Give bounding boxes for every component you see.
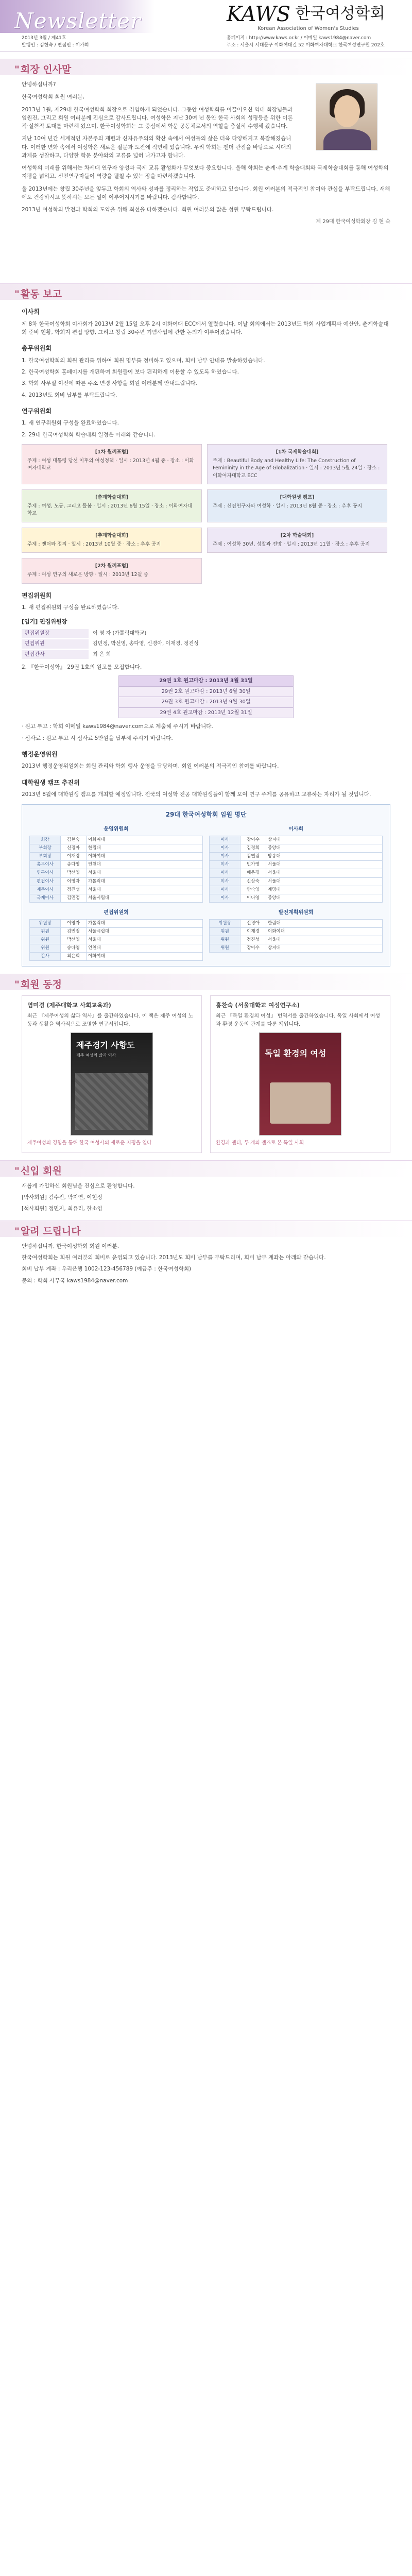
member-name: 염미경 (제주대학교 사회교육과) [27,1002,111,1009]
book-quote: 환경과 젠더, 두 개의 렌즈로 본 독일 사회 [216,1140,304,1146]
table-row [210,844,383,852]
table-row [30,894,203,902]
table-cell: 이화여대 [87,853,203,861]
list-item: 1. 새 편집위원회 구성을 완료하였습니다. [22,604,119,611]
table-cell: 김엘림 [241,853,266,861]
president-photo-wrap [303,83,390,150]
contact-info [227,35,385,49]
table-cell: 이사 [210,877,241,886]
event-panel: [대학원생 캠프] 주제 : 신진연구자와 여성학 · 일시 : 2013년 8월 중 · 장소 : 추후 공지 [207,489,387,522]
table-cell: 가톨릭대 [87,877,203,886]
table-row [30,919,203,927]
table-cell: 서울대 [87,886,203,894]
book-cover [259,1032,341,1136]
table-row [210,894,383,902]
table-row [210,886,383,894]
table-cell: 중앙대 [266,844,383,852]
greeting-block [0,80,412,276]
table-row [30,853,203,861]
table-cell: 서울대 [266,877,383,886]
table-cell: 계명대 [266,886,383,894]
table-row [210,861,383,869]
table-cell: 박선영 [61,869,87,877]
table-cell: 위원 [210,927,241,936]
section-title: " 알려 드립니다 [14,1224,81,1239]
table-cell: 이화여대 [87,953,203,961]
table-row [30,861,203,869]
table-cell: 부회장 [30,853,61,861]
list-item: 1. 한국여성학회의 회원 관리를 위하여 회원 명부를 정비하고 있으며, 회비 납부 안내를 발송하였습니다. [22,357,265,364]
table-cell: 서울시립대 [87,927,203,936]
event-panel: [2차 학술대회] 주제 : 여성학 30년, 성찰과 전망 · 일시 : 2013년 11월 · 장소 : 추후 공지 [207,528,387,553]
contact-homepage[interactable]: 홈페이지 : http://www.kaws.or.kr / 이메일 kaws1984@naver.com [227,36,371,41]
org-name-ko: 한국여성학회 [295,5,385,23]
table-cell: 이영자 [61,919,87,927]
table-cell: 신경아 [61,844,87,852]
president-signature: 제 29대 한국여성학회장 김 현 숙 [316,219,390,225]
table-cell: 김현숙 [61,836,87,844]
table-cell: 상지대 [266,836,383,844]
book-subtitle: 제주 여성의 삶과 역사 [76,1053,116,1058]
board-col-head: 운영위원회 [104,826,129,833]
table-cell: 강이수 [241,836,266,844]
section-title: " 신입 회원 [14,1164,62,1179]
editorial-row: 편집위원 김민정, 박선영, 송다영, 신경아, 이재경, 정진성 [22,639,390,649]
event-panels [22,444,390,584]
editorial-row: 편집위원장 이 영 자 (가톨릭대학교) [22,629,390,638]
table-cell: 상지대 [266,944,383,953]
schedule-cell: 29권 2호 원고마감 : 2013년 6월 30일 [119,686,294,697]
newmembers-block [0,1182,412,1213]
table-cell: 총무이사 [30,861,61,869]
officer-board [22,804,390,967]
section-notice [0,1221,412,1237]
table-row [30,886,203,894]
newsletter-header [0,0,412,52]
table-cell: 강이수 [241,944,266,953]
board-col-head: 편집위원회 [104,910,129,916]
table-cell: 중앙대 [266,894,383,902]
table-cell: 최은희 [61,953,87,961]
board-table [209,836,383,903]
greeting-p3: 2013년 1월, 제29대 한국여성학회 회장으로 취임하게 되었습니다. 그동안 여성학회를 이끌어오신 역대 회장님들과 임원진, 그리고 회원 여러분께 진심으로 감사드립니다. 여성학은 지난 30여 년 동안 한국 사회의 성평등을 위한 이론적·실천적 토대를 마련해 왔으며, 한국여성학회는 그 중심에서 학문 공동체로서의 역할을 충실히 수행해 왔습니다. [22,106,293,130]
schedule-cell: 29권 3호 원고마감 : 2013년 9월 30일 [119,697,294,708]
notice-contact[interactable]: 문의 : 학회 사무국 kaws1984@naver.com [22,1277,128,1284]
table-row [210,927,383,936]
table-row [30,936,203,944]
notice-text: 안녕하십니까, 한국여성학회 회원 여러분. [22,1243,119,1249]
list-item: 2. 『한국여성학』 29권 1호의 원고를 모집합니다. [22,664,142,671]
book-quote: 제주여성의 경험을 통해 한국 여성사의 새로운 지평을 열다 [27,1140,152,1146]
table-cell: 인천대 [87,861,203,869]
table-cell: 서울대 [87,936,203,944]
table-cell: 이사 [210,894,241,902]
section-title: " 회장 인사말 [14,62,71,77]
table-cell: 이화여대 [87,836,203,844]
event-panel: [1차 월례포럼] 주제 : 여성 대통령 당선 이후의 여성정책 · 일시 : 2013년 4월 중 · 장소 : 이화여자대학교 [22,444,202,484]
table-cell: 한림대 [87,844,203,852]
table-cell: 위원 [30,927,61,936]
subsection-camp: 대학원생 캠프 추진위 [22,778,80,786]
member-desc: 최근 『독일 환경의 여성』 번역서를 출간하였습니다. 독일 사회에서 여성과 환경 운동의 관계를 다룬 책입니다. [216,1013,381,1027]
notice-text: 한국여성학회는 회원 여러분의 회비로 운영되고 있습니다. 2013년도 회비 납부를 부탁드리며, 회비 납부 계좌는 아래와 같습니다. [22,1255,326,1261]
president-photo [316,83,377,150]
table-cell: 간사 [30,953,61,961]
board-table [29,919,203,961]
list-item: · 심사료 : 원고 투고 시 심사료 5만원을 납부해 주시기 바랍니다. [22,735,173,741]
table-cell: 회장 [30,836,61,844]
table-row [30,869,203,877]
table-cell: 위원 [210,936,241,944]
book-cover [71,1032,153,1136]
list-item: 3. 학회 사무실 이전에 따른 주소 변경 사항을 회원 여러분께 안내드립니다. [22,380,197,387]
table-row [210,877,383,886]
kaws-logo-text: KAWS [227,3,291,26]
table-cell: 이사 [210,853,241,861]
section-title: " 활동 보고 [14,287,62,302]
board-table [209,919,383,953]
list-item: 1. 새 연구위원회 구성을 완료하였습니다. [22,420,119,427]
notice-block [0,1242,412,1285]
table-cell: 이화여대 [266,927,383,936]
table-cell: 이재경 [61,853,87,861]
contact-address: 주소 : 서울시 서대문구 이화여대길 52 이화여자대학교 한국여성연구원 202호 [227,42,385,48]
greeting-p6: 올 2013년에는 창립 30주년을 앞두고 학회의 역사와 성과를 정리하는 작업도 준비하고 있습니다. 회원 여러분의 적극적인 참여와 관심을 부탁드립니다. 새해에도 건강하시고 뜻하시는 모든 일이 이루어지시기를 바랍니다. 감사합니다. [22,185,390,200]
table-cell: 배은경 [241,869,266,877]
table-cell: 재무이사 [30,886,61,894]
board-title: 29대 한국여성학회 임원 명단 [165,810,247,818]
table-cell: 이사 [210,869,241,877]
table-cell: 정진성 [61,886,87,894]
section-greeting [0,59,412,75]
notice-account: 회비 납부 계좌 : 우리은행 1002-123-456789 (예금주 : 한국여성학회) [22,1266,192,1273]
subsection-admin: 행정운영위원 [22,750,58,758]
greeting-p7: 2013년 여성학의 발전과 학회의 도약을 위해 최선을 다하겠습니다. 회원 여러분의 많은 성원 부탁드립니다. [22,207,274,213]
list-item: 4. 2013년도 회비 납부를 부탁드립니다. [22,392,117,398]
table-cell: 박선영 [61,936,87,944]
event-panel: [1차 국제학술대회] 주제 : Beautiful Body and Healthy Life: The Construction of Femininity in the Age of Globalization · 일시 : 2013년 5월 24일 · 장소 : 이화여자대학교 ECC [207,444,387,484]
table-cell: 이사 [210,886,241,894]
table-cell: 이사 [210,836,241,844]
table-row [210,919,383,927]
submission-schedule [118,675,294,718]
list-item: · 원고 투고 : 학회 이메일 kaws1984@naver.com으로 제출해 주시기 바랍니다. [22,723,213,730]
table-cell: 서울대 [87,869,203,877]
editorial-row: 편집간사 최 은 희 [22,650,390,659]
table-row [210,869,383,877]
table-cell: 위원 [30,944,61,953]
subsection-research: 연구위원회 [22,407,52,415]
org-name-en: Korean Association of Women's Studies [258,26,359,31]
table-cell: 한림대 [266,919,383,927]
table-cell: 이사 [210,861,241,869]
issue-line: 2013년 3월 / 제41호 [22,36,66,41]
table-cell: 서울대 [266,861,383,869]
newmembers-list: [박사회원] 김수진, 박지연, 이현정 [22,1194,102,1201]
table-cell: 김경희 [241,844,266,852]
table-cell: 서울대 [266,936,383,944]
table-cell: 부회장 [30,844,61,852]
table-cell: 서울시립대 [87,894,203,902]
table-cell: 신경아 [241,919,266,927]
admin-text: 2013년 행정운영위원회는 회원 관리와 학회 행사 운영을 담당하며, 회원 여러분의 적극적인 참여를 바랍니다. [22,763,279,770]
table-row [30,953,203,961]
table-cell: 위원장 [210,919,241,927]
editorial-mini-title: [임기] 편집위원장 [22,618,67,625]
table-cell: 김민정 [61,927,87,936]
publisher-line: 발행인 : 김현숙 / 편집인 : 이가희 [22,42,89,48]
greeting-p1: 안녕하십니까? [22,81,56,88]
newmembers-text: 새롭게 가입하신 회원님을 진심으로 환영합니다. [22,1182,135,1189]
table-row [30,836,203,844]
table-cell: 이사 [210,844,241,852]
subsection-general: 총무위원회 [22,345,52,352]
table-row [210,944,383,953]
table-cell: 신상숙 [241,877,266,886]
member-desc: 최근 『제주여성의 삶과 역사』를 출간하였습니다. 이 책은 제주 여성의 노동과 생활을 역사적으로 조명한 연구서입니다. [27,1013,194,1027]
table-cell: 위원장 [30,919,61,927]
board-text: 제 8차 한국여성학회 이사회가 2013년 2월 15일 오후 2시 이화여대 ECC에서 열렸습니다. 이날 회의에서는 2013년도 학회 사업계획과 예산안, 춘계학술대회 준비 현황, 학회지 편집 방향, 그리고 창립 30주년 기념사업에 관한 논의가 이루어졌습니다. [22,320,389,335]
table-cell: 가톨릭대 [87,919,203,927]
table-cell: 이재경 [241,927,266,936]
table-row [30,944,203,953]
list-item: 2. 한국여성학회 홈페이지를 개편하여 회원들이 보다 편리하게 이용할 수 있도록 하였습니다. [22,368,239,375]
event-panel: [춘계학술대회] 주제 : 여성, 노동, 그리고 돌봄 · 일시 : 2013년 6월 15일 · 장소 : 이화여자대학교 [22,489,202,522]
table-cell: 김민정 [61,894,87,902]
table-cell: 이나영 [241,894,266,902]
table-cell: 안숙영 [241,886,266,894]
table-cell: 서울대 [266,869,383,877]
table-cell: 편집이사 [30,877,61,886]
greeting-p4: 지난 10여 년간 세계적인 자본주의 재편과 신자유주의의 확산 속에서 여성들의 삶은 더욱 다양해지고 복잡해졌습니다. 이러한 변화 속에서 여성학은 새로운 질문과 도전에 직면해 있습니다. 우리 학회는 젠더 관점을 바탕으로 시대의 과제를 성찰하고, 다양한 학문 분야와의 교류를 넓혀 나가고자 합니다. [22,135,291,159]
section-members [0,974,412,990]
book-title: 제주경기 사항도 [76,1040,135,1050]
table-cell: 민가영 [241,861,266,869]
newmembers-list: [석사회원] 정민지, 최유리, 한소영 [22,1206,102,1212]
table-cell: 송다영 [61,944,87,953]
table-row [210,836,383,844]
members-block [0,995,412,1153]
board-col-head: 이사회 [288,826,303,833]
newsletter-banner [0,0,154,33]
member-card [22,995,202,1153]
table-cell: 인천대 [87,944,203,953]
table-row [30,844,203,852]
table-cell: 위원 [210,944,241,953]
board-col-head: 발전계획위원회 [278,910,314,916]
activity-block [0,307,412,967]
event-panel: [2차 월례포럼] 주제 : 여성 연구의 새로운 방향 · 일시 : 2013년 12월 중 [22,558,202,584]
greeting-p2: 한국여성학회 회원 여러분, [22,94,84,100]
table-cell: 국제이사 [30,894,61,902]
table-row [30,877,203,886]
table-cell: 위원 [30,936,61,944]
section-newmembers [0,1160,412,1177]
table-row [210,853,383,861]
org-logo [227,4,385,25]
member-card [210,995,390,1153]
subsection-editorial: 편집위원회 [22,591,52,599]
member-name: 홍찬숙 (서울대학교 여성연구소) [216,1002,300,1009]
subsection-board: 이사회 [22,308,40,315]
table-cell: 송다영 [61,861,87,869]
table-cell: 연구이사 [30,869,61,877]
table-row [30,927,203,936]
section-title: " 회원 동정 [14,977,62,992]
event-panel: [추계학술대회] 주제 : 젠더와 정의 · 일시 : 2013년 10월 중 · 장소 : 추후 공지 [22,528,202,553]
list-item: 2. 29대 한국여성학회 학술대회 일정은 아래와 같습니다. [22,431,156,438]
camp-text: 2013년 8월에 대학원생 캠프를 개최할 예정입니다. 전국의 여성학 전공 대학원생들이 함께 모여 연구 주제를 공유하고 교류하는 자리가 될 것입니다. [22,791,371,798]
section-activity [0,283,412,300]
schedule-cell: 29권 4호 원고마감 : 2013년 12월 31일 [119,707,294,718]
table-row [210,936,383,944]
schedule-cell: 29권 1호 원고마감 : 2013년 3월 31일 [119,676,294,687]
board-table [29,836,203,903]
greeting-p5: 여성학의 미래를 위해서는 차세대 연구자 양성과 국제 교류 활성화가 무엇보다 중요합니다. 올해 학회는 춘계·추계 학술대회와 국제학술대회를 통해 여성학의 지평을 넓히고, 신진연구자들이 역량을 펼칠 수 있는 장을 마련하겠습니다. [22,165,389,180]
issue-info [22,35,89,49]
table-cell: 정진성 [241,936,266,944]
table-cell: 이영자 [61,877,87,886]
table-cell: 방송대 [266,853,383,861]
newsletter-title: Newsletter [14,8,142,33]
book-title: 독일 환경의 여성 [265,1048,327,1059]
